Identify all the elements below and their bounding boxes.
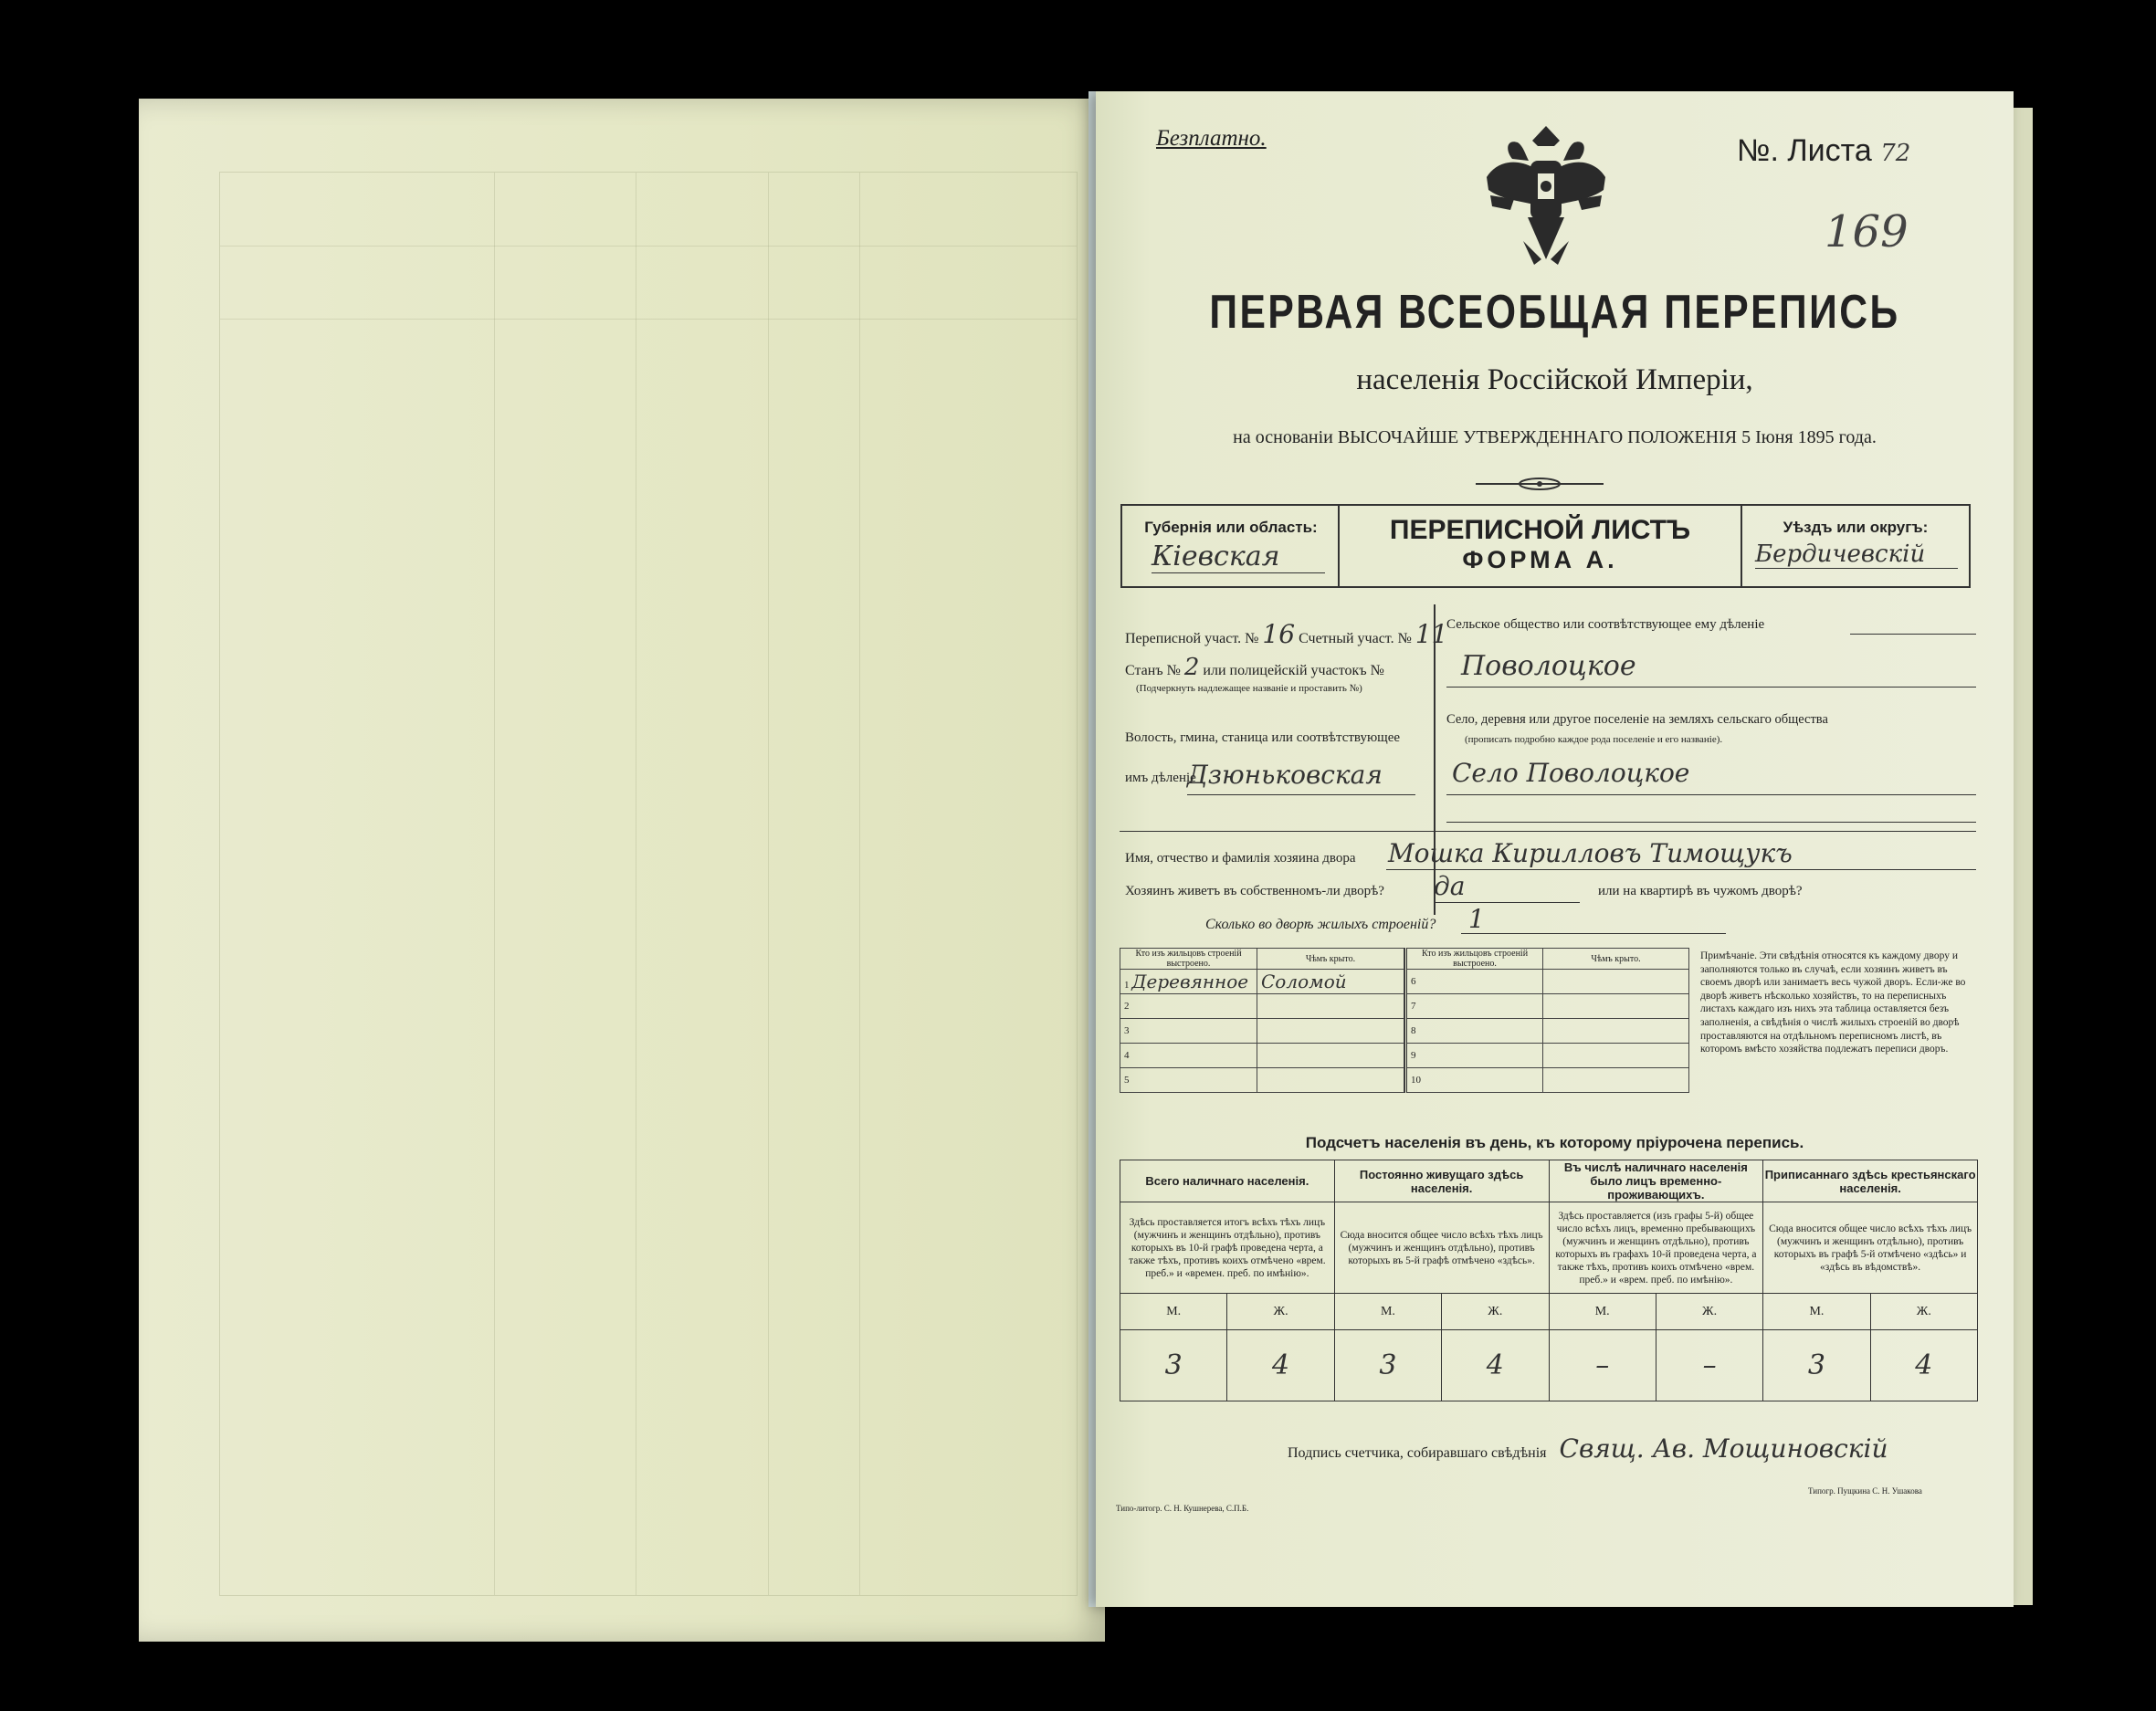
document-title: ПЕРВАЯ ВСЕОБЩАЯ ПЕРЕПИСЬ [1209,286,1900,339]
signature-field [1288,1433,1888,1464]
province-label: Губернія или область: [1144,519,1318,536]
province-box [1120,504,1340,588]
male-label: М. [1763,1294,1870,1330]
census-district-label: Переписной участ. № [1125,631,1259,646]
district-box [1742,504,1971,588]
count-permanent-male: 3 [1334,1330,1441,1401]
double-headed-eagle-icon [1478,122,1614,268]
table-row: 6 [1406,970,1689,994]
rural-underline [1850,634,1976,635]
form-subtitle: ФОРМА А. [1462,546,1618,573]
count-peasant-male: 3 [1763,1330,1870,1401]
owner-value: Мошка Кирилловъ Тимощукъ [1388,838,1793,868]
police-label: или полицейскій участокъ № [1203,663,1384,678]
volost-label-2: имъ дѣленіе [1125,771,1196,785]
own-yard-value: да [1434,871,1466,901]
count-desc-temporary: Здѣсь проставляется (изъ графы 5-й) общее число всѣхъ лицъ, временно пребывающихъ (мужчинъ и женщинъ отдѣльно), противъ которыхъ въ графахъ 10-й проведена черта, а также тѣхъ, противъ коихъ отмѣчено «врем. преб.» и «врем. преб. по имѣнію». [1549,1202,1763,1294]
column-divider [1434,604,1436,915]
owner-underline [1386,869,1976,870]
own-yard-label: Хозяинъ живетъ въ собственномъ-ли дворѣ? [1125,884,1384,898]
left-page [139,99,1105,1642]
form-title: ПЕРЕПИСНОЙ ЛИСТЪ [1389,515,1691,545]
counting-district-label: Счетный участ. № [1299,631,1412,646]
count-head-permanent: Постоянно живущаго здѣсь населенія. [1334,1160,1549,1202]
sheet-number-handwritten: 72 [1880,140,1911,167]
buildings-label: Сколько во дворѣ жилыхъ строеній? [1205,917,1436,932]
rent-label: или на квартирѣ въ чужомъ дворѣ? [1598,884,1803,898]
buildings-col-roof-2: Чѣмъ крыто. [1543,949,1689,970]
count-desc-total: Здѣсь проставляется итогъ всѣхъ тѣхъ лицъ (мужчинъ и женщинъ отдѣльно), противъ которыхъ въ 10-й графѣ проведена черта, а также тѣхъ, противъ коихъ отмѣчено «врем. преб.» и «времен. преб. по имѣнію». [1120,1202,1335,1294]
village-underline [1446,794,1976,795]
table-row: 1 Деревянное Соломой [1120,970,1404,994]
signature-label: Подпись счетчика, собиравшаго свѣдѣнія [1288,1445,1547,1461]
count-desc-peasant: Сюда вносится общее число всѣхъ тѣхъ лицъ (мужчинъ и женщинъ отдѣльно), противъ которыхъ въ графѣ 5-й отмѣчено «здѣсь» и «здѣсь въ вѣдомствѣ». [1763,1202,1978,1294]
stan-field [1125,654,1384,681]
village-note: (прописать подробно каждое рода поселеніе и его названіе). [1465,734,1723,745]
note-text: Примѣчаніе. Эти свѣдѣнія относятся къ каждому двору и заполняются только въ случаѣ, если хозяинъ живетъ въ своемъ дворѣ или занимаетъ весь чужой дворъ. Если-же во дворѣ живетъ нѣсколько хозяйствъ, то на переписныхъ листахъ каждаго изъ нихъ эта таблица оставляется безъ заполненія, а свѣдѣнія о числѣ жилыхъ строеній во дворѣ проставляются на отдѣльномъ переписномъ листѣ, въ которомъ вмѣсто хозяйства подлежатъ переписи дворъ. [1700,950,1966,1055]
district-value: Бердичевскій [1755,541,1958,569]
table-row: 7 [1406,994,1689,1019]
female-label: Ж. [1656,1294,1762,1330]
table-row: 10 [1406,1068,1689,1093]
sheet-number [1737,133,1910,169]
census-form-page [1096,91,2014,1607]
count-total-male: 3 [1120,1330,1227,1401]
signature-value: Свящ. Ав. Мощиновскій [1559,1433,1888,1464]
stan-note: (Подчеркнуть надлежащее названіе и проставить №) [1136,683,1362,694]
male-label: М. [1549,1294,1656,1330]
count-peasant-female: 4 [1870,1330,1977,1401]
buildings-col-material-2: Кто изъ жильцовъ строеній выстроено. [1406,949,1543,970]
printer-imprint-right: Типогр. Пущкина С. Н. Ушакова [1808,1486,1922,1496]
volost-underline [1187,794,1415,795]
count-head-total: Всего наличнаго населенія. [1120,1160,1335,1202]
population-count-table [1120,1160,1978,1401]
legal-basis: на основаніи ВЫСОЧАЙШЕ УТВЕРЖДЕННАГО ПОЛОЖЕНІЯ 5 Іюня 1895 года. [1233,427,1877,447]
female-label: Ж. [1442,1294,1549,1330]
male-label: М. [1334,1294,1441,1330]
count-temporary-female: – [1656,1330,1762,1401]
document-subtitle: населенія Россійской Имперіи, [1356,363,1753,396]
province-value: Кіевская [1152,541,1325,573]
own-yard-underline [1434,902,1580,903]
volost-label-1: Волость, гмина, станица или соотвѣтствующее [1125,730,1401,745]
female-label: Ж. [1870,1294,1977,1330]
table-row: 9 [1406,1044,1689,1068]
counting-district-value: 11 [1415,619,1448,649]
bleed-through-table [219,172,1078,1596]
table-row: 5 [1120,1068,1404,1093]
male-label: М. [1120,1294,1227,1330]
count-temporary-male: – [1549,1330,1656,1401]
buildings-col-roof: Чѣмъ крыто. [1257,949,1404,970]
village-label: Село, деревня или другое поселеніе на земляхъ сельскаго общества [1446,712,1828,727]
buildings-value: 1 [1468,904,1485,934]
buildings-table-left [1120,948,1404,1093]
sheet-number-corrected: 169 [1825,206,1909,257]
count-head-temporary: Въ числѣ наличнаго населенія было лицъ временно-проживающихъ. [1549,1160,1763,1202]
free-label: Безплатно. [1156,126,1267,151]
district-label: Уѣздъ или округъ: [1783,519,1929,536]
buildings-col-material: Кто изъ жильцовъ строеній выстроено. [1120,949,1257,970]
population-count-title: Подсчетъ населенія въ день, къ которому пріурочена перепись. [1305,1134,1804,1151]
owner-label: Имя, отчество и фамилія хозяина двора [1125,851,1356,866]
stan-value: 2 [1183,654,1200,681]
table-row: 2 [1120,994,1404,1019]
village-value: Село Поволоцкое [1452,758,1690,788]
census-district-field [1125,619,1447,649]
female-label: Ж. [1227,1294,1334,1330]
buildings-underline [1461,933,1726,934]
village-underline-2 [1446,822,1976,823]
census-district-value: 16 [1262,619,1296,649]
table-row: 8 [1406,1019,1689,1044]
section-divider [1120,831,1976,832]
buildings-table-right [1404,948,1689,1093]
printer-imprint-left: Типо-литогр. С. Н. Кушнерева, С.П.Б. [1116,1504,1249,1513]
ornament-divider [1476,475,1604,493]
table-row [1120,1330,1978,1401]
count-total-female: 4 [1227,1330,1334,1401]
rural-value-underline [1446,687,1976,688]
sheet-label: №. Листа [1737,133,1872,168]
count-head-peasant: Приписаннаго здѣсь крестьянскаго населенія. [1763,1160,1978,1202]
volost-value: Дзюньковская [1187,760,1383,790]
rural-label: Сельское общество или соотвѣтствующее ему дѣленіе [1446,617,1765,632]
table-row: 4 [1120,1044,1404,1068]
table-row: 3 [1120,1019,1404,1044]
rural-value: Поволоцкое [1461,650,1636,682]
count-desc-permanent: Сюда вносится общее число всѣхъ тѣхъ лицъ (мужчинъ и женщинъ отдѣльно), противъ которыхъ въ 5-й графѣ отмѣчено «здѣсь». [1334,1202,1549,1294]
stan-label: Станъ № [1125,663,1181,678]
form-type-box [1338,504,1742,588]
count-permanent-female: 4 [1442,1330,1549,1401]
